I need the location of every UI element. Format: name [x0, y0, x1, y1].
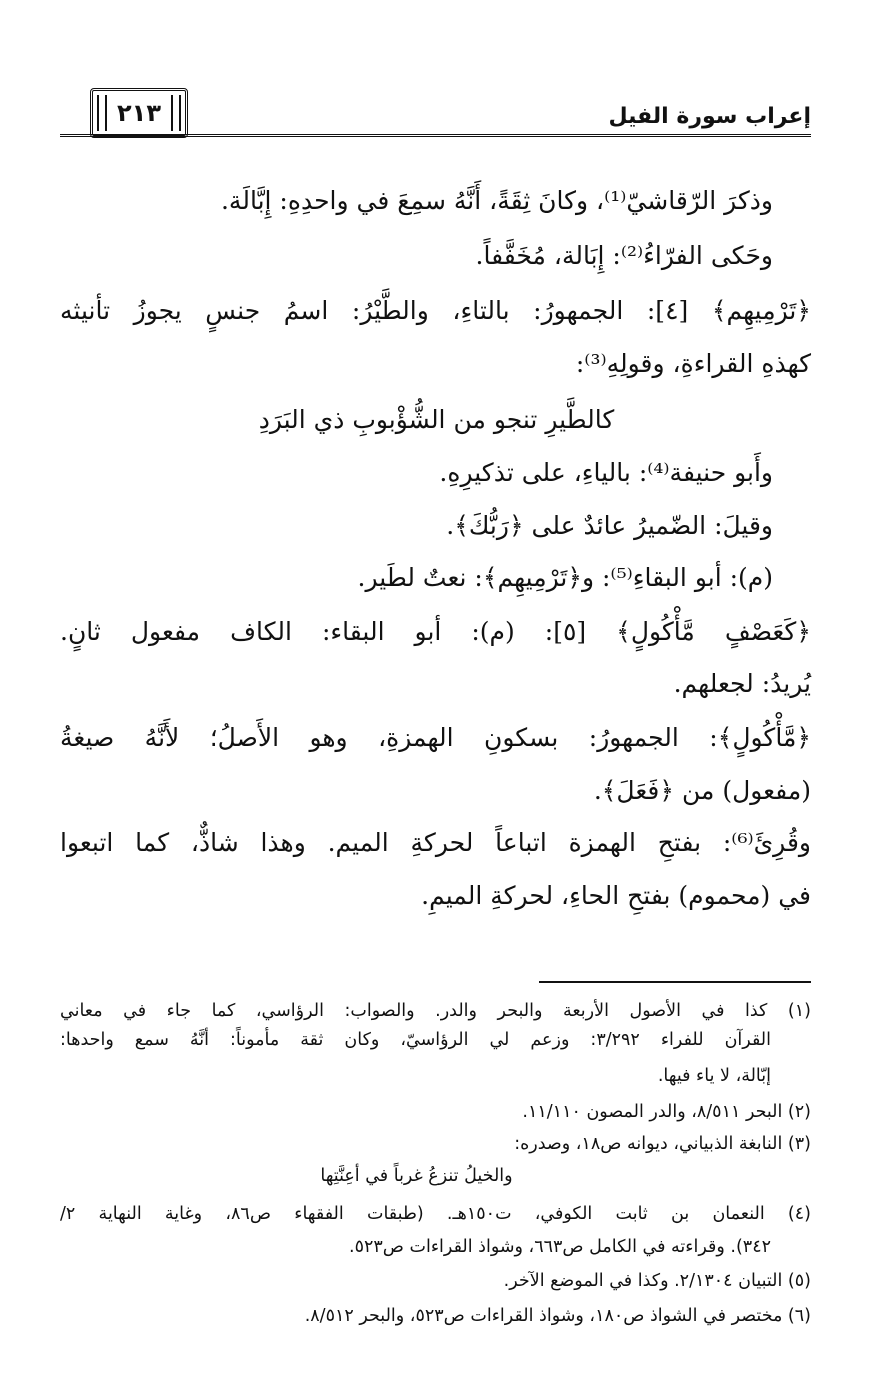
body-line: (مفعول) من ﴿فَعَلَ﴾.	[593, 776, 811, 805]
footnote-line: إبّالة، لا ياء فيها.	[657, 1066, 771, 1086]
verse-line: كالطَّيرِ تنجو من الشُّؤْبوبِ ذي البَرَدِ	[258, 405, 615, 434]
page-number-frame	[90, 88, 188, 138]
header-rule	[60, 134, 811, 137]
body-line: ﴿تَرْمِيهِم﴾ [٤]: الجمهورُ: بالتاءِ، والطَّيْرُ: اسمُ جنسٍ يجوزُ تأنيثه	[60, 296, 811, 325]
footnote-line: (٥) التبيان ٢/١٣٠٤. وكذا في الموضع الآخر.	[503, 1271, 811, 1291]
body-line: وحَكى الفرّاءُ⁽²⁾: إِبَالة، مُخَفَّفاً.	[475, 241, 773, 270]
running-title: إعراب سورة الفيل	[608, 104, 811, 129]
body-line: ﴿مَّأْكُولٍ﴾: الجمهورُ: بسكونِ الهمزةِ، وهو الأَصلُ؛ لأَنَّهُ صيغةُ	[60, 723, 811, 752]
body-line: ﴿كَعَصْفٍ مَّأْكُولٍ﴾ [٥]: (م): أبو البقاء: الكاف مفعول ثانٍ.	[60, 617, 811, 646]
footnote-verse: والخيلُ تنزعُ غرباً في أعِنَّتِها	[320, 1166, 513, 1186]
body-line: يُريدُ: لجعلهم.	[673, 669, 811, 698]
footnote-line: القرآن للفراء ٣/٢٩٢: وزعم لي الرؤاسيّ، وكان ثقة مأموناً: أنَّهُ سمع واحدها:	[60, 1030, 771, 1050]
body-line: وذكرَ الرّقاشيّ⁽¹⁾، وكانَ ثِقَةً، أَنَّهُ سمِعَ في واحدِهِ: إِبَّالَة.	[220, 186, 773, 215]
footnote-line: (٢) البحر ٨/٥١١، والدر المصون ١١/١١٠.	[522, 1102, 811, 1122]
body-line: كهذهِ القراءةِ، وقولِهِ⁽³⁾:	[575, 349, 811, 378]
body-line: وقُرِئَ⁽⁶⁾: بفتحِ الهمزة اتباعاً لحركةِ الميم. وهذا شاذٌّ، كما اتبعوا	[60, 828, 811, 857]
body-line: وأَبو حنيفة⁽⁴⁾: بالياءِ، على تذكيرِهِ.	[439, 458, 773, 487]
footnote-rule	[539, 981, 811, 983]
footnote-line: ٣٤٢). وقراءته في الكامل ص٦٦٣، وشواذ القراءات ص٥٢٣.	[348, 1237, 771, 1257]
footnote-line: (٦) مختصر في الشواذ ص١٨٠، وشواذ القراءات ص٥٢٣، والبحر ٨/٥١٢.	[304, 1306, 811, 1326]
footnote-line: (٤) النعمان بن ثابت الكوفي، ت١٥٠هـ. (طبقات الفقهاء ص٨٦، وغاية النهاية ٢/	[60, 1204, 811, 1224]
body-line: وقيلَ: الضّميرُ عائدٌ على ﴿رَبُّكَ﴾.	[446, 511, 773, 540]
footnote-line: (١) كذا في الأصول الأربعة والبحر والدر. والصواب: الرؤاسي، كما جاء في معاني	[60, 1001, 811, 1021]
body-line: (م): أبو البقاءِ⁽⁵⁾: و﴿تَرْمِيهِم﴾: نعتٌ لطَير.	[357, 563, 773, 592]
page-number: ٢١٣	[117, 99, 161, 127]
footnote-line: (٣) النابغة الذبياني، ديوانه ص١٨، وصدره:	[514, 1134, 811, 1154]
body-line: في (محموم) بفتحِ الحاءِ، لحركةِ الميمِ.	[421, 881, 811, 910]
